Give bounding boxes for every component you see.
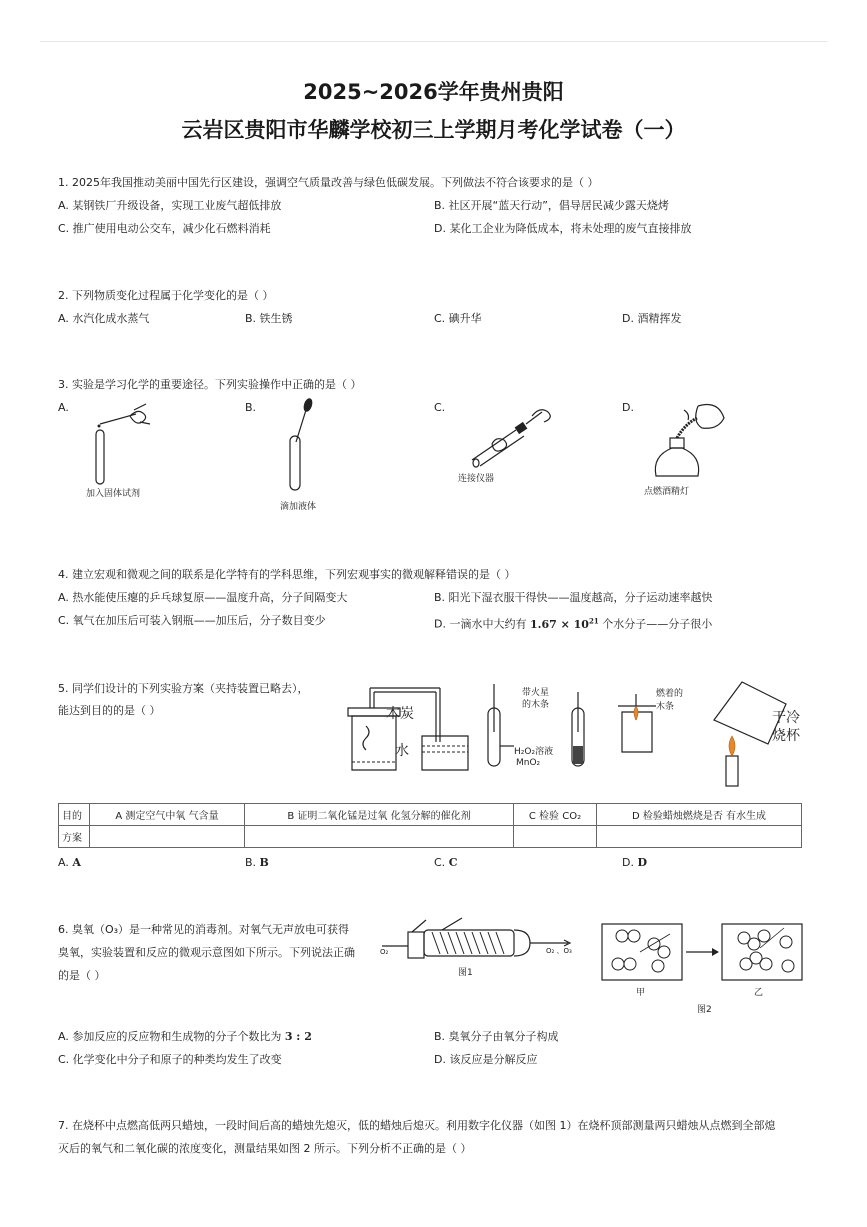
option-value: A [72,856,81,869]
caption-figure-1: 图1 [458,968,473,978]
table-row [59,826,802,848]
label-water: 水 [395,743,409,759]
question-4-option-d-prefix: D. 一滴水中大约有 [434,617,527,631]
question-4-option-c[interactable]: C. 氧气在加压后可装入钢瓶——加压后，分子数目变少 [58,614,326,627]
caption-connecting-apparatus: 连接仪器 [458,474,495,484]
question-6-option-b[interactable]: B. 臭氧分子由氧分子构成 [434,1030,559,1043]
question-4-option-b[interactable]: B. 阳光下湿衣服干得快——温度越高，分子运动速率越快 [434,591,713,604]
label-yi: 乙 [754,988,764,998]
option-ratio: 3 : 2 [284,1030,312,1043]
question-4-exponent: 21 [588,616,599,625]
table-cell: C 检验 CO₂ [514,804,597,826]
question-1-option-b[interactable]: B. 社区开展“蓝天行动”，倡导居民减少露天烧烤 [434,199,669,212]
figure-dropping-liquid [284,398,324,498]
question-5-plan-table [58,803,802,848]
label-mno2: MnO₂ [516,758,541,768]
question-2-option-c[interactable]: C. 碘升华 [434,312,482,325]
option-letter: A. [58,856,69,869]
question-5-option-d[interactable] [622,856,647,870]
label-o2-o3-out: O₂ 、O₃ [546,947,572,955]
table-cell [245,826,514,848]
question-4-mantissa: 1.67 × 10 [529,617,589,631]
caption-dropping-liquid: 滴加液体 [280,502,317,512]
option-value: B [259,856,269,869]
option-text: A. 参加反应的反应物和生成物的分子个数比为 [58,1030,282,1043]
caption-lighting-alcohol-lamp: 点燃酒精灯 [644,487,690,497]
question-6-option-d[interactable]: D. 该反应是分解反应 [434,1053,538,1066]
question-6-option-a[interactable] [58,1030,312,1044]
table-cell: D 检验蜡烛燃烧是否 有水生成 [597,804,802,826]
question-4-option-d-suffix: 个水分子——分子很小 [602,617,713,631]
question-5-option-c[interactable] [434,856,457,870]
table-row [59,804,802,826]
table-cell [514,826,597,848]
caption-figure-2: 图2 [697,1005,712,1015]
table-cell: B 证明二氧化锰是过氧 化氢分解的催化剂 [245,804,514,826]
page-title-line1: 2025~2026学年贵州贵阳 [303,80,564,104]
question-5-option-b[interactable] [245,856,269,870]
option-value: D [637,856,648,869]
question-1-option-a[interactable]: A. 某钢铁厂升级设备，实现工业废气超低排放 [58,199,282,212]
label-burning-splint-1: 燃着的 [656,689,684,699]
question-2-option-a[interactable]: A. 水汽化成水蒸气 [58,312,150,325]
question-7-stem-line1: 7. 在烧杯中点燃高低两只蜡烛，一段时间后高的蜡烛先熄灭，低的蜡烛后熄灭。利用数字化仪器（如图 1）在烧杯顶部测量两只蜡烛从点燃到全部熄 [58,1119,776,1132]
figure-charcoal-experiment [344,686,474,776]
question-4-stem: 4. 建立宏观和微观之间的联系是化学特有的学科思维，下列宏观事实的微观解释错误的是（ ） [58,568,516,581]
question-5-option-a[interactable] [58,856,81,870]
label-h2o2: H₂O₂溶液 [514,747,554,757]
question-2-option-b[interactable]: B. 铁生锈 [245,312,293,325]
label-glowing-splint-2: 的木条 [522,700,550,710]
question-6-stem-line3: 的是（ ） [58,969,106,982]
question-1-stem: 1. 2025年我国推动美丽中国先行区建设，强调空气质量改善与绿色低碳发展。下列做法不符合该要求的是（ ） [58,176,599,189]
question-1-option-c[interactable]: C. 推广使用电动公交车，减少化石燃料消耗 [58,222,271,235]
figure-micro-diagram [600,922,806,984]
table-cell [597,826,802,848]
label-jia: 甲 [636,988,646,998]
label-charcoal: 木炭 [386,706,414,722]
option-letter: D. [622,856,634,869]
question-5-stem-line1: 5. 同学们设计的下列实验方案（夹持装置已略去）， [58,682,309,695]
figure-adding-solid [90,402,160,492]
table-head-purpose: 目的 [59,804,90,826]
question-5-stem-line2: 能达到目的的是（ ） [58,704,161,717]
question-3-option-c[interactable]: C. [434,401,446,414]
label-dry-cold-2: 烧杯 [772,728,800,744]
question-6-option-c[interactable]: C. 化学变化中分子和原子的种类均发生了改变 [58,1053,282,1066]
caption-adding-solid: 加入固体试剂 [86,489,141,499]
question-4-option-a[interactable]: A. 热水能使压瘪的乒乓球复原——温度升高，分子间隔变大 [58,591,348,604]
label-glowing-splint-1: 带火星 [522,688,550,698]
question-6-stem-line1: 6. 臭氧（O₃）是一种常见的消毒剂。对氧气无声放电可获得 [58,923,350,936]
question-3-option-d[interactable]: D. [622,401,634,414]
question-6-stem-line2: 臭氧，实验装置和反应的微观示意图如下所示。下列说法正确 [58,946,355,959]
figure-connecting-apparatus [462,402,562,472]
label-o2-in: O₂ [380,948,389,956]
table-cell: A 测定空气中氧 气含量 [90,804,245,826]
option-value: C [448,856,458,869]
label-burning-splint-2: 木条 [656,702,675,712]
question-3-stem: 3. 实验是学习化学的重要途径。下列实验操作中正确的是（ ） [58,378,362,391]
question-2-option-d[interactable]: D. 酒精挥发 [622,312,682,325]
question-7-stem-line2: 灭后的氧气和二氧化碳的浓度变化，测量结果如图 2 所示。下列分析不正确的是（ ） [58,1142,472,1155]
question-3-option-a[interactable]: A. [58,401,69,414]
question-2-stem: 2. 下列物质变化过程属于化学变化的是（ ） [58,289,274,302]
question-4-number [530,618,599,631]
question-1-option-d[interactable]: D. 某化工企业为降低成本，将未处理的废气直接排放 [434,222,692,235]
option-letter: C. [434,856,446,869]
label-dry-cold-1: 干冷 [772,710,800,726]
figure-ozone-generator [382,916,582,966]
page-top-rule [40,41,827,42]
question-3-option-b[interactable]: B. [245,401,257,414]
table-head-plan: 方案 [59,826,90,848]
question-4-option-d[interactable] [434,614,712,632]
table-cell [90,826,245,848]
page-title-line2: 云岩区贵阳市华麟学校初三上学期月考化学试卷（一） [181,118,686,142]
option-letter: B. [245,856,257,869]
figure-lighting-alcohol-lamp [650,402,730,482]
